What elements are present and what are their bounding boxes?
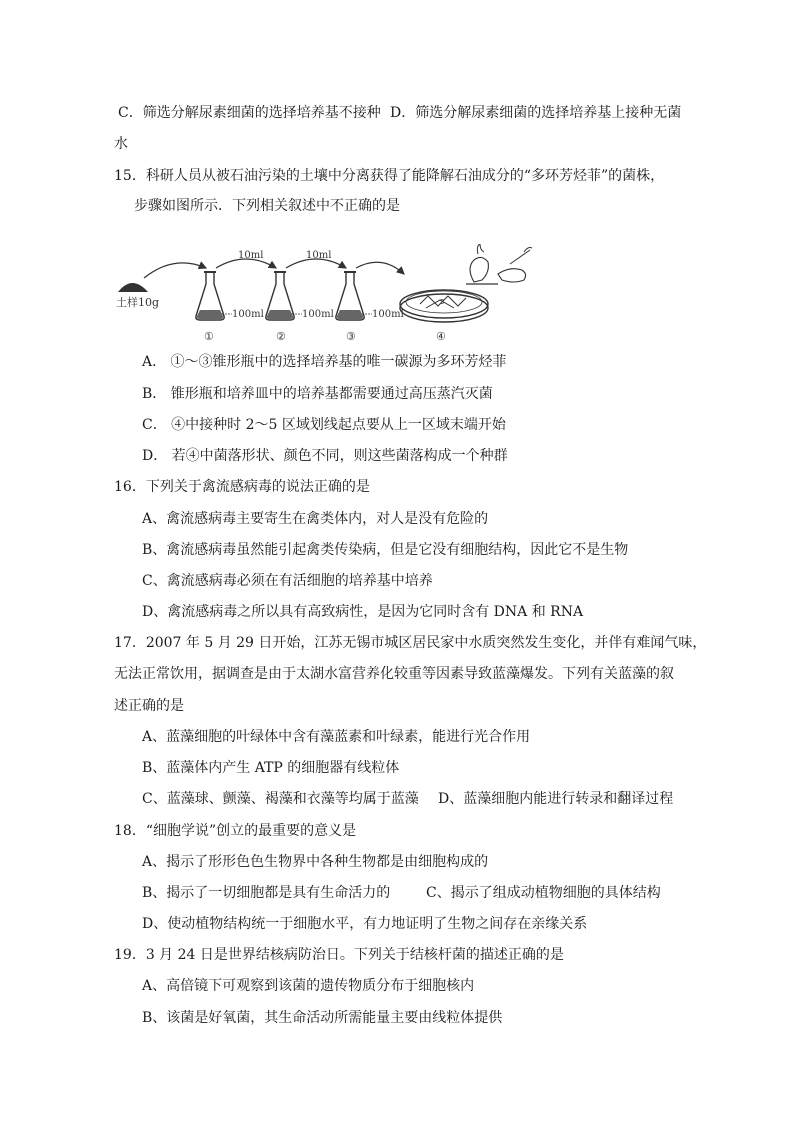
q18-option-b: B、揭示了一切细胞都是具有生命活力的: [142, 885, 391, 901]
q19-option-a: A、高倍镜下可观察到该菌的遗传物质分布于细胞核内: [142, 978, 475, 994]
q15-option-a: A． ①～③锥形瓶中的选择培养基的唯一碳源为多环芳烃菲: [142, 354, 507, 370]
q18-option-a: A、揭示了形形色色生物界中各种生物都是由细胞构成的: [142, 854, 489, 870]
q16-option-b: B、禽流感病毒虽然能引起禽类传染病，但是它没有细胞结构，因此它不是生物: [142, 542, 629, 558]
arrow-flask3-to-dish: [356, 262, 404, 274]
transfer-label-1: 10ml: [238, 250, 264, 261]
q16-option-a: A、禽流感病毒主要寄生在禽类体内，对人是没有危险的: [142, 511, 489, 527]
q16-option-d: D、禽流感病毒之所以具有高致病性，是因为它同时含有 DNA 和 RNA: [142, 604, 584, 620]
experiment-diagram: [114, 244, 534, 346]
flask-3-icon: [336, 272, 372, 320]
arrow-soil-to-flask1: [144, 263, 206, 278]
q17-option-b: B、蓝藻体内产生 ATP 的细胞器有线粒体: [142, 760, 400, 776]
q16-option-c: C、禽流感病毒必须在有活细胞的培养基中培养: [142, 573, 433, 589]
q17-stem-line2: 无法正常饮用，据调查是由于太湖水富营养化较重等因素导致蓝藻爆发。下列有关蓝藻的叙: [114, 666, 674, 682]
q18-option-c: C、揭示了组成动植物细胞的具体结构: [426, 885, 661, 901]
flask-1-icon: [196, 272, 232, 320]
q15-stem-line2: 步骤如图所示．下列相关叙述中不正确的是: [134, 198, 400, 214]
svg-text:5: 5: [440, 298, 445, 306]
flask-volume-3: 100ml: [372, 309, 404, 320]
q19-option-b: B、该菌是好氧菌，其生命活动所需能量主要由线粒体提供: [142, 1010, 503, 1026]
step-3-label: ③: [346, 330, 356, 343]
flask-volume-2: 100ml: [302, 309, 334, 320]
q18-option-d: D、使动植物结构统一于细胞水平，有力地证明了生物之间存在亲缘关系: [142, 916, 588, 932]
q17-stem-line3: 述正确的是: [114, 698, 184, 714]
q15-option-d: D． 若④中菌落形状、颜色不同，则这些菌落构成一个种群: [142, 448, 508, 464]
q14-option-d-cont: 水: [114, 136, 128, 152]
q17-option-a: A、蓝藻细胞的叶绿体中含有藻蓝素和叶绿素，能进行光合作用: [142, 729, 531, 745]
q14-option-d: D．筛选分解尿素细菌的选择培养基上接种无菌: [390, 105, 682, 121]
transfer-label-2: 10ml: [306, 250, 332, 261]
flask-volume-1: 100ml: [232, 309, 264, 320]
petri-dish-icon: [400, 290, 488, 322]
q17-option-d: D、蓝藻细胞内能进行转录和翻译过程: [438, 791, 674, 807]
soil-sample-icon: [118, 283, 148, 292]
soil-label: 土样10g: [116, 296, 160, 309]
step-4-label: ④: [436, 330, 446, 343]
q15-option-c: C． ④中接种时 2～5 区域划线起点要从上一区域末端开始: [142, 417, 506, 433]
inoculation-hands-icon: [466, 244, 532, 284]
q18-stem: 18．“细胞学说”创立的最重要的意义是: [114, 823, 357, 839]
q14-option-c: C．筛选分解尿素细菌的选择培养基不接种: [118, 105, 381, 121]
q16-stem: 16．下列关于禽流感病毒的说法正确的是: [114, 479, 370, 495]
step-1-label: ①: [204, 330, 214, 343]
step-2-label: ②: [276, 330, 286, 343]
q17-option-c: C、蓝藻球、颤藻、褐藻和衣藻等均属于蓝藻: [142, 791, 419, 807]
q15-option-b: B． 锥形瓶和培养皿中的培养基都需要通过高压蒸汽灭菌: [142, 386, 493, 402]
flask-2-icon: [266, 272, 302, 320]
q15-stem-line1: 15．科研人员从被石油污染的土壤中分离获得了能降解石油成分的“多环芳烃菲”的菌株，: [114, 168, 665, 184]
q17-stem-line1: 17．2007 年 5 月 29 日开始，江苏无锡市城区居民家中水质突然发生变化，并伴有难闻气味，: [114, 635, 707, 651]
q19-stem: 19．3 月 24 日是世界结核病防治日。下列关于结核杆菌的描述正确的是: [114, 947, 564, 963]
